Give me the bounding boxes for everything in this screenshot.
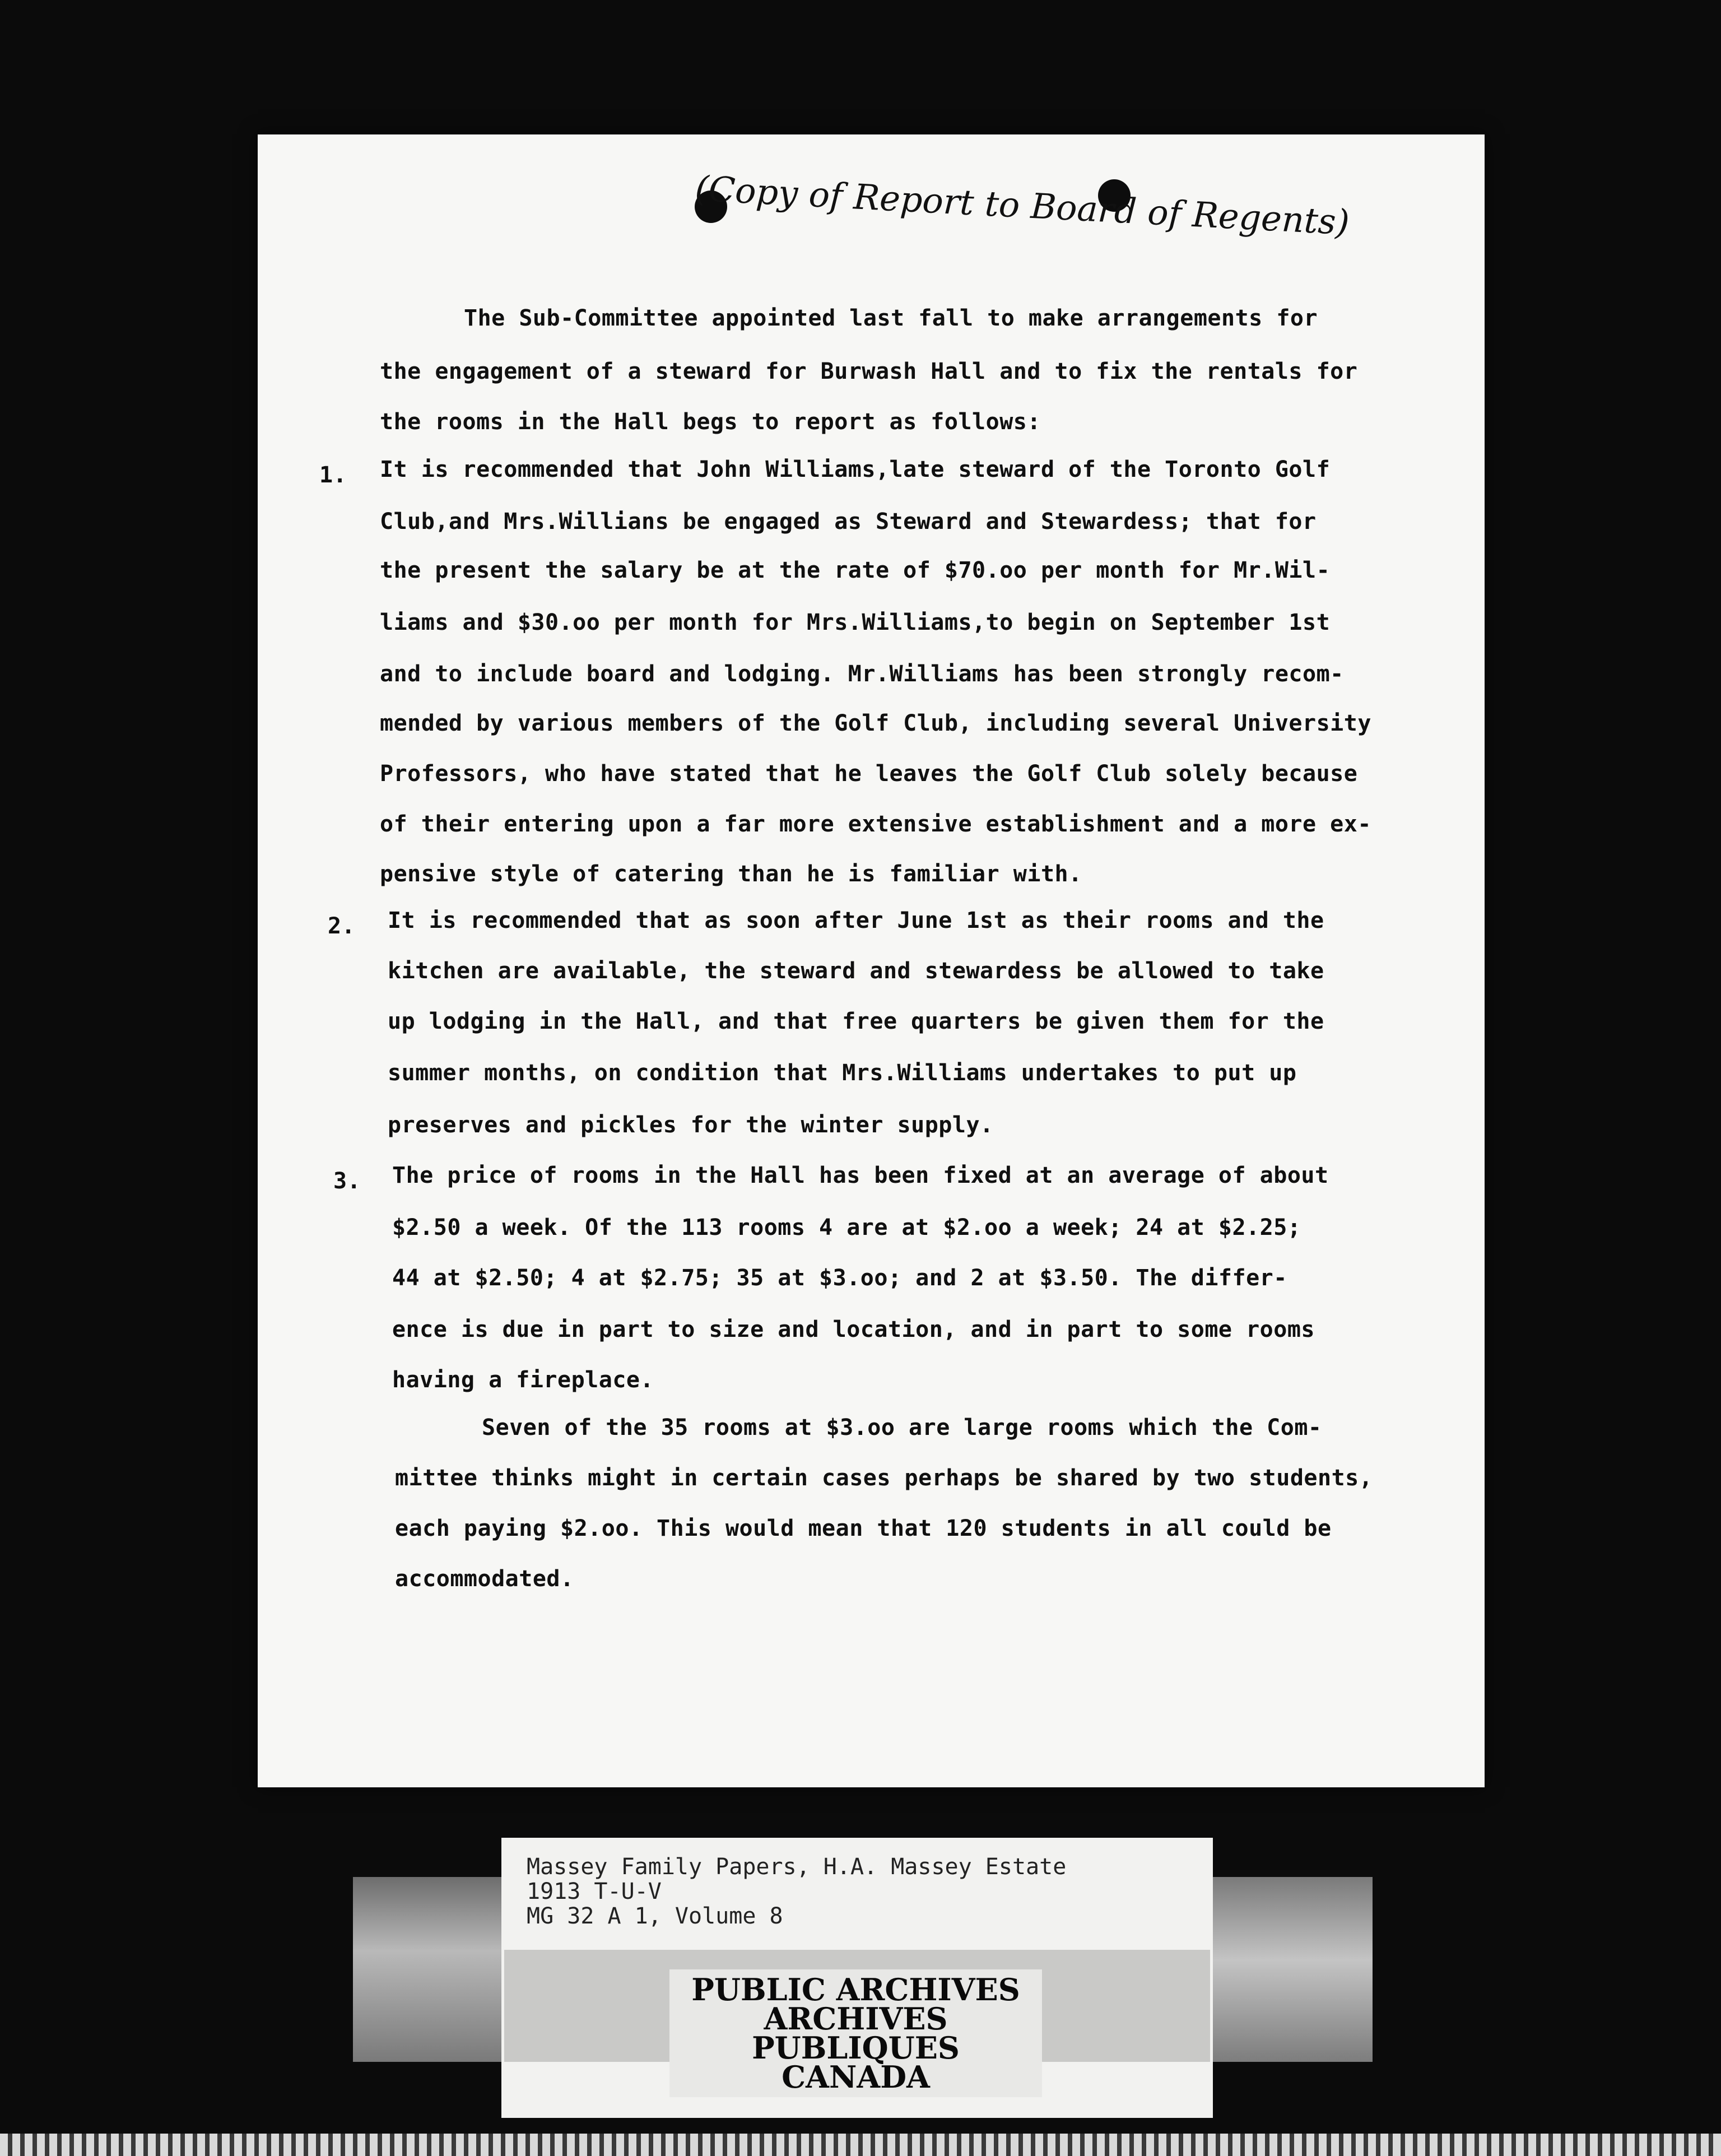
clip-shadow (353, 1877, 504, 2062)
text-line: mended by various members of the Golf Club, including several University (380, 710, 1371, 736)
report-text (258, 134, 1485, 1787)
label-line: 1913 T-U-V (527, 1879, 662, 1904)
text-line: It is recommended that as soon after June 1st as their rooms and the (388, 908, 1324, 933)
text-line: The Sub-Committee appointed last fall to make arrangements for (464, 305, 1318, 331)
text-line: Seven of the 35 rooms at $3.oo are large rooms which the Com- (482, 1415, 1322, 1441)
archives-stamp (669, 1969, 1042, 2097)
clip-shadow (1210, 1877, 1373, 2062)
stamp-line: CANADA (782, 2059, 930, 2095)
label-line: Massey Family Papers, H.A. Massey Estate (527, 1854, 1067, 1880)
text-line: each paying $2.oo. This would mean that 120 students in all could be (395, 1516, 1332, 1541)
text-line: $2.50 a week. Of the 113 rooms 4 are at $2.oo a week; 24 at $2.25; (392, 1215, 1301, 1240)
text-line: and to include board and lodging. Mr.Williams has been strongly recom- (380, 661, 1344, 687)
text-line: the present the salary be at the rate of $70.oo per month for Mr.Wil- (380, 557, 1331, 583)
document-page (258, 134, 1485, 1787)
item-number: 2. (328, 913, 356, 939)
text-line: It is recommended that John Williams,late steward of the Toronto Golf (380, 457, 1331, 482)
text-line: mittee thinks might in certain cases perhaps be shared by two students, (395, 1465, 1373, 1491)
text-line: of their entering upon a far more extensive establishment and a more ex- (380, 811, 1371, 837)
text-line: pensive style of catering than he is familiar with. (380, 861, 1082, 887)
stamp-line: PUBLIC ARCHIVES (691, 1972, 1020, 2008)
text-line: up lodging in the Hall, and that free quarters be given them for the (388, 1009, 1324, 1034)
text-line: Professors, who have stated that he leaves the Golf Club solely because (380, 761, 1358, 787)
text-line: accommodated. (395, 1566, 574, 1592)
text-line: the engagement of a steward for Burwash Hall and to fix the rentals for (380, 359, 1358, 384)
text-line: kitchen are available, the steward and stewardess be allowed to take (388, 958, 1324, 984)
text-line: liams and $30.oo per month for Mrs.Williams,to begin on September 1st (380, 610, 1331, 635)
text-line: the rooms in the Hall begs to report as follows: (380, 409, 1041, 435)
text-line: preserves and pickles for the winter supply. (388, 1112, 994, 1138)
text-line: ence is due in part to size and location, and in part to some rooms (392, 1317, 1315, 1342)
label-line: MG 32 A 1, Volume 8 (527, 1903, 783, 1929)
handwritten-annotation: (Copy of Report to Board of Regents) (694, 168, 1351, 243)
item-number: 3. (333, 1168, 361, 1194)
text-line: The price of rooms in the Hall has been fixed at an average of about (392, 1163, 1329, 1188)
stamp-line: ARCHIVES PUBLIQUES (752, 2001, 960, 2066)
label-metadata (527, 1855, 1066, 1929)
text-line: 44 at $2.50; 4 at $2.75; 35 at $3.oo; and 2 at $3.50. The differ- (392, 1265, 1287, 1291)
text-line: having a fireplace. (392, 1367, 654, 1393)
film-edge (0, 2134, 1721, 2156)
text-line: Club,and Mrs.Willians be engaged as Steward and Stewardess; that for (380, 509, 1317, 535)
text-line: summer months, on condition that Mrs.Williams undertakes to put up (388, 1060, 1297, 1086)
item-number: 1. (319, 462, 347, 488)
